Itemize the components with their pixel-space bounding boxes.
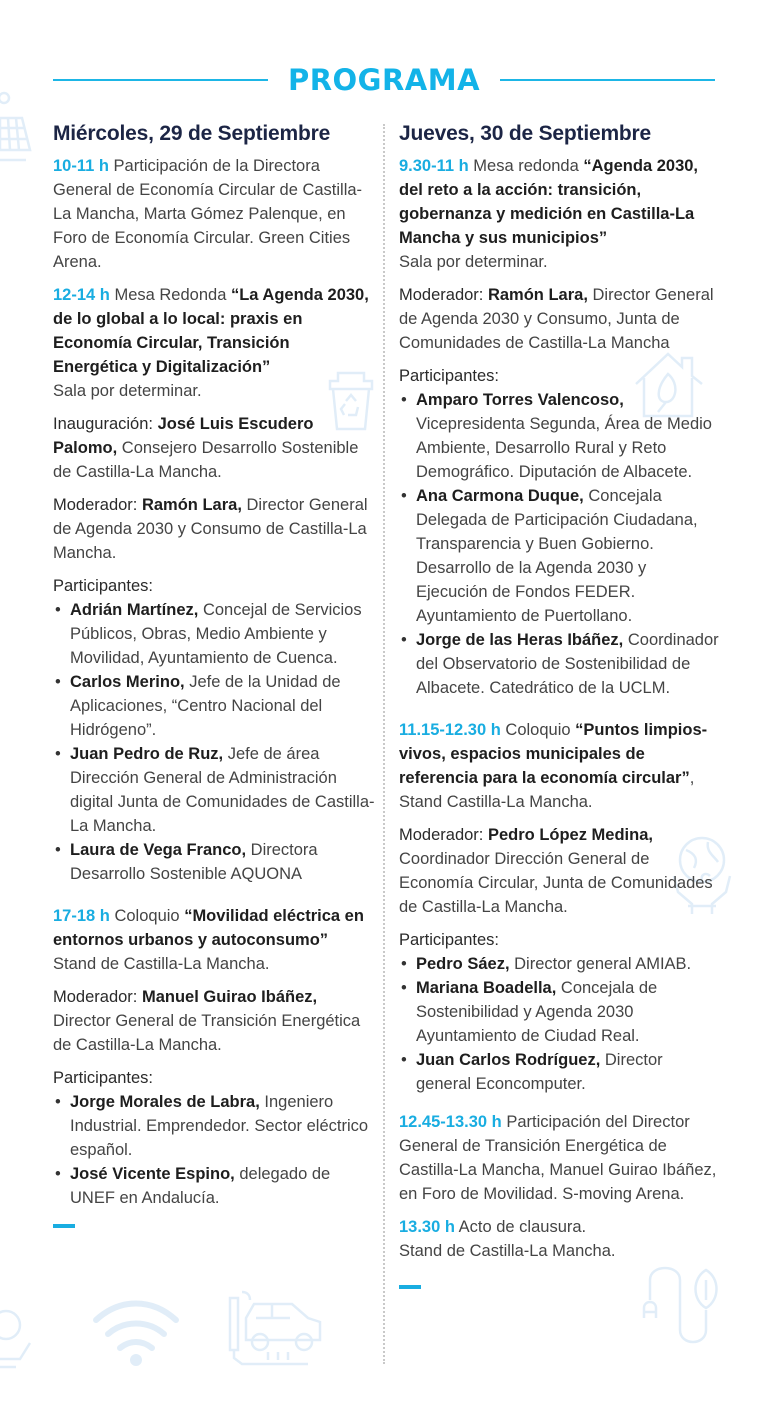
moderator-label: Moderador: bbox=[399, 826, 488, 844]
event-title: “Puntos limpios-vivos, espacios municipales de referencia para la economía circular” bbox=[399, 721, 708, 787]
participant-item bbox=[53, 742, 375, 838]
participant-name: Pedro Sáez, bbox=[416, 955, 510, 973]
event-title: “Movilidad eléctrica en entornos urbanos y autoconsumo” bbox=[53, 907, 364, 949]
event-location: Stand de Castilla-La Mancha. bbox=[399, 1242, 616, 1260]
event-title: “Agenda 2030, del reto a la acción: transición, gobernanza y medición en Castilla-La Mancha y sus municipios” bbox=[399, 157, 699, 247]
participant-item bbox=[53, 1162, 375, 1210]
participant-role: Directora Desarrollo Sostenible AQUONA bbox=[70, 841, 318, 883]
participant-role: Concejala de Sostenibilidad y Agenda 2030 Ayuntamiento de Ciudad Real. bbox=[416, 979, 658, 1045]
event-time: 12-14 h bbox=[53, 286, 110, 304]
solar-panel-icon bbox=[0, 88, 34, 168]
event-type: Mesa Redonda bbox=[109, 286, 231, 304]
participants-label: Participantes: bbox=[53, 577, 153, 595]
event-location: Sala por determinar. bbox=[53, 382, 202, 400]
participant-name: Carlos Merino, bbox=[70, 673, 185, 691]
inauguration-label: Inauguración: bbox=[53, 415, 158, 433]
participant-role: Jefe de área Dirección General de Administración digital Junta de Comunidades de Castilla-La Mancha. bbox=[70, 745, 375, 835]
participant-item bbox=[53, 670, 375, 742]
participant-role: Director general AMIAB. bbox=[509, 955, 692, 973]
inauguration-name: José Luis Escudero Palomo, bbox=[53, 415, 314, 457]
moderator-name: Pedro López Medina, bbox=[487, 826, 653, 844]
participants bbox=[53, 1066, 375, 1210]
participants bbox=[399, 928, 721, 1096]
end-marker bbox=[53, 1224, 75, 1228]
participant-role: delegado de UNEF en Andalucía. bbox=[70, 1165, 331, 1207]
moderator bbox=[399, 283, 721, 355]
moderator-label: Moderador: bbox=[53, 496, 142, 514]
event-time: 10-11 h bbox=[53, 157, 109, 175]
event-item bbox=[399, 1215, 721, 1263]
participant-item bbox=[53, 838, 375, 886]
moderator-role: Director General de Transición Energética de Castilla-La Mancha. bbox=[53, 1012, 361, 1054]
end-marker bbox=[399, 1285, 421, 1289]
participant-name: Mariana Boadella, bbox=[416, 979, 557, 997]
participant-name: Adrián Martínez, bbox=[70, 601, 199, 619]
moderator-label: Moderador: bbox=[399, 286, 488, 304]
event-description: Participación de la Directora General de Economía Circular de Castilla-La Mancha, Marta Gómez Palenque, en Foro de Economía Circular. Green Cities Arena. bbox=[53, 157, 363, 271]
participant-name: Jorge de las Heras Ibáñez, bbox=[416, 631, 624, 649]
column-divider bbox=[383, 124, 385, 1364]
participant-role: Jefe de la Unidad de Aplicaciones, “Centro Nacional del Hidrógeno”. bbox=[70, 673, 341, 739]
moderator-name: Ramón Lara, bbox=[487, 286, 588, 304]
participant-name: José Vicente Espino, bbox=[70, 1165, 235, 1183]
event-description: Participación del Director General de Transición Energética de Castilla-La Mancha, Manuel Guirao Ibáñez, en Foro de Movilidad. S-moving Arena. bbox=[399, 1113, 717, 1203]
participant-item bbox=[399, 628, 721, 700]
participant-name: Amparo Torres Valencoso, bbox=[416, 391, 624, 409]
title-rule-left bbox=[53, 79, 268, 81]
event-time: 13.30 h bbox=[399, 1218, 455, 1236]
event-item bbox=[399, 1110, 721, 1206]
event-location: Stand de Castilla-La Mancha. bbox=[53, 955, 270, 973]
event-item bbox=[399, 718, 721, 814]
event-time: 11.15-12.30 h bbox=[399, 721, 501, 739]
event-location: Sala por determinar. bbox=[399, 253, 548, 271]
moderator-name: Ramón Lara, bbox=[141, 496, 242, 514]
day-title: Miércoles, 29 de Septiembre bbox=[53, 122, 331, 145]
event-item bbox=[53, 283, 375, 403]
event-description: Acto de clausura. bbox=[454, 1218, 587, 1236]
participant-role: Vicepresidenta Segunda, Área de Medio Ambiente, Desarrollo Rural y Reto Demográfico. Diputación de Albacete. bbox=[416, 415, 712, 481]
participant-name: Juan Pedro de Ruz, bbox=[70, 745, 224, 763]
wifi-icon bbox=[92, 1300, 180, 1366]
inauguration-role: Consejero Desarrollo Sostenible de Castilla-La Mancha. bbox=[53, 439, 359, 481]
moderator-name: Manuel Guirao Ibáñez, bbox=[141, 988, 318, 1006]
globe-hand-corner-icon bbox=[0, 1305, 34, 1371]
moderator-role: Director General de Agenda 2030 y Consumo de Castilla-La Mancha. bbox=[53, 496, 368, 562]
participant-name: Juan Carlos Rodríguez, bbox=[416, 1051, 601, 1069]
moderator bbox=[399, 823, 721, 919]
electric-car-icon bbox=[228, 1288, 328, 1378]
participant-role: Coordinador del Observatorio de Sostenibilidad de Albacete. Catedrático de la UCLM. bbox=[416, 631, 719, 697]
event-title: “La Agenda 2030, de lo global a lo local: praxis en Economía Circular, Transición Energética y Digitalización” bbox=[53, 286, 369, 376]
title-rule-right bbox=[500, 79, 715, 81]
event-time: 9.30-11 h bbox=[399, 157, 469, 175]
event-time: 17-18 h bbox=[53, 907, 110, 925]
participant-role: Concejal de Servicios Públicos, Obras, Medio Ambiente y Movilidad, Ayuntamiento de Cuenca. bbox=[70, 601, 362, 667]
moderator-role: Coordinador Dirección General de Economía Circular, Junta de Comunidades de Castilla-La Mancha. bbox=[399, 850, 713, 916]
participant-name: Ana Carmona Duque, bbox=[416, 487, 584, 505]
moderator-role: Director General de Agenda 2030 y Consumo, Junta de Comunidades de Castilla-La Mancha bbox=[399, 286, 714, 352]
participant-name: Jorge Morales de Labra, bbox=[70, 1093, 260, 1111]
participant-role: Director general Econcomputer. bbox=[416, 1051, 663, 1093]
participant-item bbox=[399, 976, 721, 1048]
participant-role: Ingeniero Industrial. Emprendedor. Sector eléctrico español. bbox=[70, 1093, 369, 1159]
participant-item bbox=[53, 598, 375, 670]
participants-label: Participantes: bbox=[53, 1069, 153, 1087]
event-item bbox=[399, 154, 721, 274]
page-title: PROGRAMA bbox=[287, 63, 481, 97]
event-item bbox=[53, 904, 375, 976]
event-type: Coloquio bbox=[500, 721, 576, 739]
day-column-wednesday bbox=[53, 120, 375, 1228]
event-item bbox=[53, 154, 375, 274]
participants bbox=[53, 574, 375, 886]
event-location: Stand Castilla-La Mancha. bbox=[399, 793, 593, 811]
moderator-label: Moderador: bbox=[53, 988, 142, 1006]
event-type: Coloquio bbox=[109, 907, 185, 925]
participant-item bbox=[399, 388, 721, 484]
moderator bbox=[53, 985, 375, 1057]
page-header bbox=[53, 58, 715, 102]
participant-item bbox=[53, 1090, 375, 1162]
participant-item bbox=[399, 1048, 721, 1096]
participants-label: Participantes: bbox=[399, 931, 499, 949]
participant-name: Laura de Vega Franco, bbox=[70, 841, 247, 859]
event-time: 12.45-13.30 h bbox=[399, 1113, 502, 1131]
day-column-thursday bbox=[399, 120, 721, 1289]
participant-role: Concejala Delegada de Participación Ciudadana, Transparencia y Buen Gobierno. Desarrollo de la Agenda 2030 y Ejecución de Fondos FEDER. Ayuntamiento de Puertollano. bbox=[416, 487, 698, 625]
day-title: Jueves, 30 de Septiembre bbox=[399, 122, 651, 145]
participant-item bbox=[399, 952, 721, 976]
inauguration bbox=[53, 412, 375, 484]
moderator bbox=[53, 493, 375, 565]
event-type: Mesa redonda bbox=[468, 157, 584, 175]
title-suffix: , bbox=[689, 769, 695, 787]
participant-item bbox=[399, 484, 721, 628]
participants bbox=[399, 364, 721, 700]
participants-label: Participantes: bbox=[399, 367, 499, 385]
